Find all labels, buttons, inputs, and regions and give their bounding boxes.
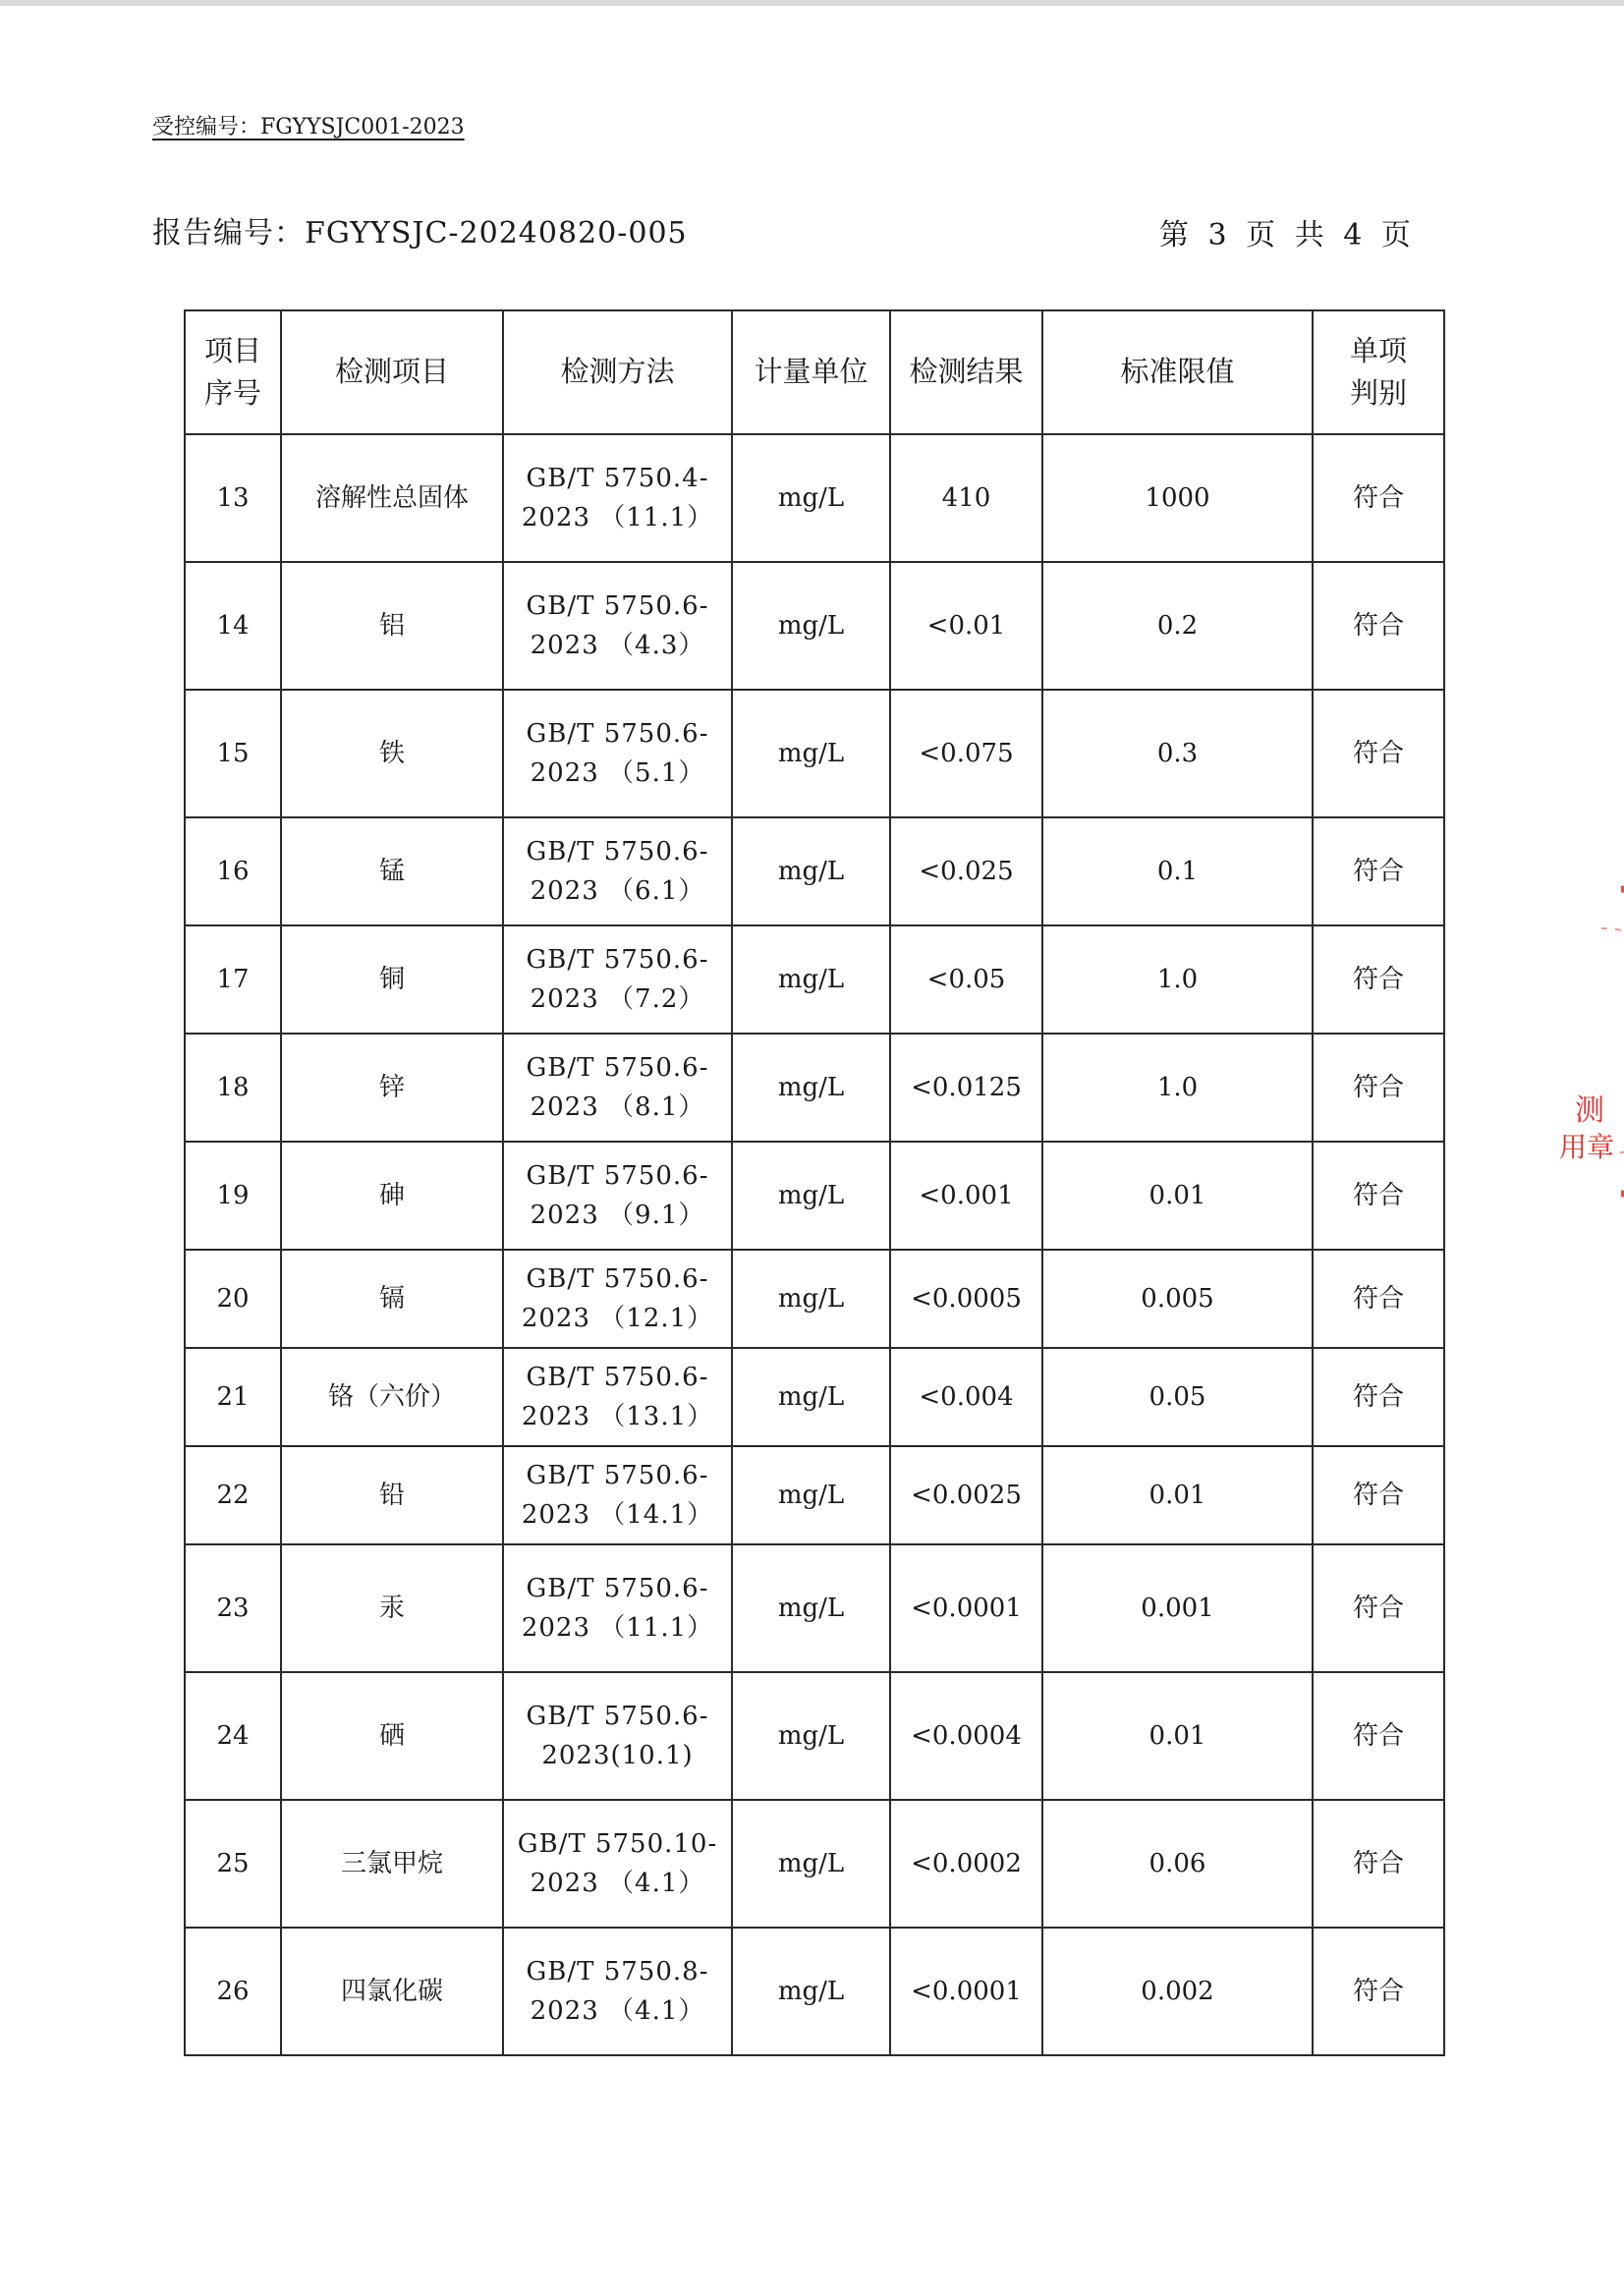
cell-seq: 20 — [185, 1250, 281, 1348]
cell-seq: 13 — [185, 434, 281, 562]
seal-text-1: 测 — [1575, 1093, 1604, 1128]
cell-unit: mg/L — [732, 562, 890, 690]
cell-unit: mg/L — [732, 1672, 890, 1800]
table-row — [185, 1142, 1444, 1250]
table-row — [185, 690, 1444, 817]
cell-result: <0.0004 — [890, 1672, 1042, 1800]
cell-result: 410 — [890, 434, 1042, 562]
cell-unit: mg/L — [732, 1800, 890, 1928]
cell-judge: 符合 — [1313, 1800, 1444, 1928]
cell-limit: 1.0 — [1042, 925, 1313, 1034]
cell-item: 铜 — [281, 925, 503, 1034]
cell-method: GB/T 5750.6- 2023 （6.1） — [503, 817, 732, 925]
cell-seq: 26 — [185, 1928, 281, 2055]
cell-result: <0.001 — [890, 1142, 1042, 1250]
header-judge: 单项 判别 — [1313, 310, 1444, 434]
cell-item: 铅 — [281, 1446, 503, 1544]
cell-judge: 符合 — [1313, 817, 1444, 925]
page-top-edge — [0, 0, 1624, 6]
cell-seq: 25 — [185, 1800, 281, 1928]
cell-seq: 15 — [185, 690, 281, 817]
cell-result: <0.01 — [890, 562, 1042, 690]
cell-result: <0.0025 — [890, 1446, 1042, 1544]
cell-seq: 19 — [185, 1142, 281, 1250]
cell-unit: mg/L — [732, 1446, 890, 1544]
cell-judge: 符合 — [1313, 925, 1444, 1034]
cell-judge: 符合 — [1313, 1250, 1444, 1348]
header-seq: 项目 序号 — [185, 310, 281, 434]
table-row — [185, 1034, 1444, 1142]
header-method: 检测方法 — [503, 310, 732, 434]
cell-item: 铁 — [281, 690, 503, 817]
cell-result: <0.05 — [890, 925, 1042, 1034]
cell-limit: 1.0 — [1042, 1034, 1313, 1142]
cell-limit: 0.1 — [1042, 817, 1313, 925]
cell-item: 锌 — [281, 1034, 503, 1142]
cell-judge: 符合 — [1313, 1142, 1444, 1250]
header-result: 检测结果 — [890, 310, 1042, 434]
cell-result: <0.0001 — [890, 1544, 1042, 1672]
cell-limit: 0.002 — [1042, 1928, 1313, 2055]
cell-unit: mg/L — [732, 1544, 890, 1672]
cell-method: GB/T 5750.6- 2023 （13.1） — [503, 1348, 732, 1446]
cell-judge: 符合 — [1313, 1034, 1444, 1142]
cell-seq: 18 — [185, 1034, 281, 1142]
cell-seq: 16 — [185, 817, 281, 925]
cell-judge: 符合 — [1313, 1446, 1444, 1544]
table-row — [185, 1672, 1444, 1800]
table-row — [185, 1446, 1444, 1544]
cell-seq: 24 — [185, 1672, 281, 1800]
table-header-row — [185, 310, 1444, 434]
table-row — [185, 1800, 1444, 1928]
cell-unit: mg/L — [732, 434, 890, 562]
cell-unit: mg/L — [732, 817, 890, 925]
cell-unit: mg/L — [732, 690, 890, 817]
cell-method: GB/T 5750.6- 2023 （12.1） — [503, 1250, 732, 1348]
cell-limit: 0.06 — [1042, 1800, 1313, 1928]
cell-seq: 23 — [185, 1544, 281, 1672]
cell-limit: 1000 — [1042, 434, 1313, 562]
cell-judge: 符合 — [1313, 1672, 1444, 1800]
red-seal-stamp — [1557, 879, 1624, 1203]
table-row — [185, 434, 1444, 562]
seal-ring-inner — [1601, 928, 1624, 1154]
table-row — [185, 562, 1444, 690]
cell-seq: 21 — [185, 1348, 281, 1446]
cell-result: <0.0125 — [890, 1034, 1042, 1142]
cell-result: <0.075 — [890, 690, 1042, 817]
cell-method: GB/T 5750.6- 2023(10.1) — [503, 1672, 732, 1800]
cell-result: <0.025 — [890, 817, 1042, 925]
cell-judge: 符合 — [1313, 690, 1444, 817]
cell-seq: 17 — [185, 925, 281, 1034]
cell-limit: 0.01 — [1042, 1446, 1313, 1544]
cell-seq: 22 — [185, 1446, 281, 1544]
cell-unit: mg/L — [732, 1928, 890, 2055]
table-row — [185, 925, 1444, 1034]
cell-limit: 0.01 — [1042, 1142, 1313, 1250]
cell-method: GB/T 5750.6- 2023 （5.1） — [503, 690, 732, 817]
header-item: 检测项目 — [281, 310, 503, 434]
cell-item: 砷 — [281, 1142, 503, 1250]
header-unit: 计量单位 — [732, 310, 890, 434]
table-row — [185, 1544, 1444, 1672]
cell-limit: 0.05 — [1042, 1348, 1313, 1446]
cell-result: <0.0001 — [890, 1928, 1042, 2055]
cell-item: 镉 — [281, 1250, 503, 1348]
cell-judge: 符合 — [1313, 1348, 1444, 1446]
cell-limit: 0.01 — [1042, 1672, 1313, 1800]
table-row — [185, 1250, 1444, 1348]
cell-result: <0.0005 — [890, 1250, 1042, 1348]
cell-seq: 14 — [185, 562, 281, 690]
table-row — [185, 817, 1444, 925]
seal-text-2: 用章 — [1559, 1131, 1615, 1163]
cell-limit: 0.2 — [1042, 562, 1313, 690]
cell-method: GB/T 5750.6- 2023 （7.2） — [503, 925, 732, 1034]
cell-method: GB/T 5750.4- 2023 （11.1） — [503, 434, 732, 562]
cell-item: 硒 — [281, 1672, 503, 1800]
cell-method: GB/T 5750.6- 2023 （11.1） — [503, 1544, 732, 1672]
cell-result: <0.004 — [890, 1348, 1042, 1446]
cell-method: GB/T 5750.6- 2023 （9.1） — [503, 1142, 732, 1250]
cell-unit: mg/L — [732, 1348, 890, 1446]
table-row — [185, 1348, 1444, 1446]
cell-method: GB/T 5750.6- 2023 （8.1） — [503, 1034, 732, 1142]
cell-method: GB/T 5750.6- 2023 （14.1） — [503, 1446, 732, 1544]
cell-item: 铬（六价） — [281, 1348, 503, 1446]
cell-judge: 符合 — [1313, 562, 1444, 690]
cell-result: <0.0002 — [890, 1800, 1042, 1928]
cell-item: 铝 — [281, 562, 503, 690]
cell-method: GB/T 5750.6- 2023 （4.3） — [503, 562, 732, 690]
cell-limit: 0.001 — [1042, 1544, 1313, 1672]
table-row — [185, 1928, 1444, 2055]
cell-item: 四氯化碳 — [281, 1928, 503, 2055]
cell-item: 汞 — [281, 1544, 503, 1672]
cell-limit: 0.005 — [1042, 1250, 1313, 1348]
cell-method: GB/T 5750.8- 2023 （4.1） — [503, 1928, 732, 2055]
cell-item: 锰 — [281, 817, 503, 925]
cell-unit: mg/L — [732, 1250, 890, 1348]
control-number: 受控编号：FGYYSJC001-2023 — [152, 115, 465, 140]
cell-item: 溶解性总固体 — [281, 434, 503, 562]
cell-limit: 0.3 — [1042, 690, 1313, 817]
page-info: 第 3 页 共 4 页 — [1159, 218, 1411, 252]
cell-method: GB/T 5750.10- 2023 （4.1） — [503, 1800, 732, 1928]
cell-judge: 符合 — [1313, 1928, 1444, 2055]
cell-item: 三氯甲烷 — [281, 1800, 503, 1928]
report-number: 报告编号：FGYYSJC-20240820-005 — [152, 216, 688, 251]
header-limit: 标准限值 — [1042, 310, 1313, 434]
cell-judge: 符合 — [1313, 434, 1444, 562]
cell-judge: 符合 — [1313, 1544, 1444, 1672]
cell-unit: mg/L — [732, 1034, 890, 1142]
cell-unit: mg/L — [732, 925, 890, 1034]
test-results-table — [184, 309, 1445, 2056]
cell-unit: mg/L — [732, 1142, 890, 1250]
